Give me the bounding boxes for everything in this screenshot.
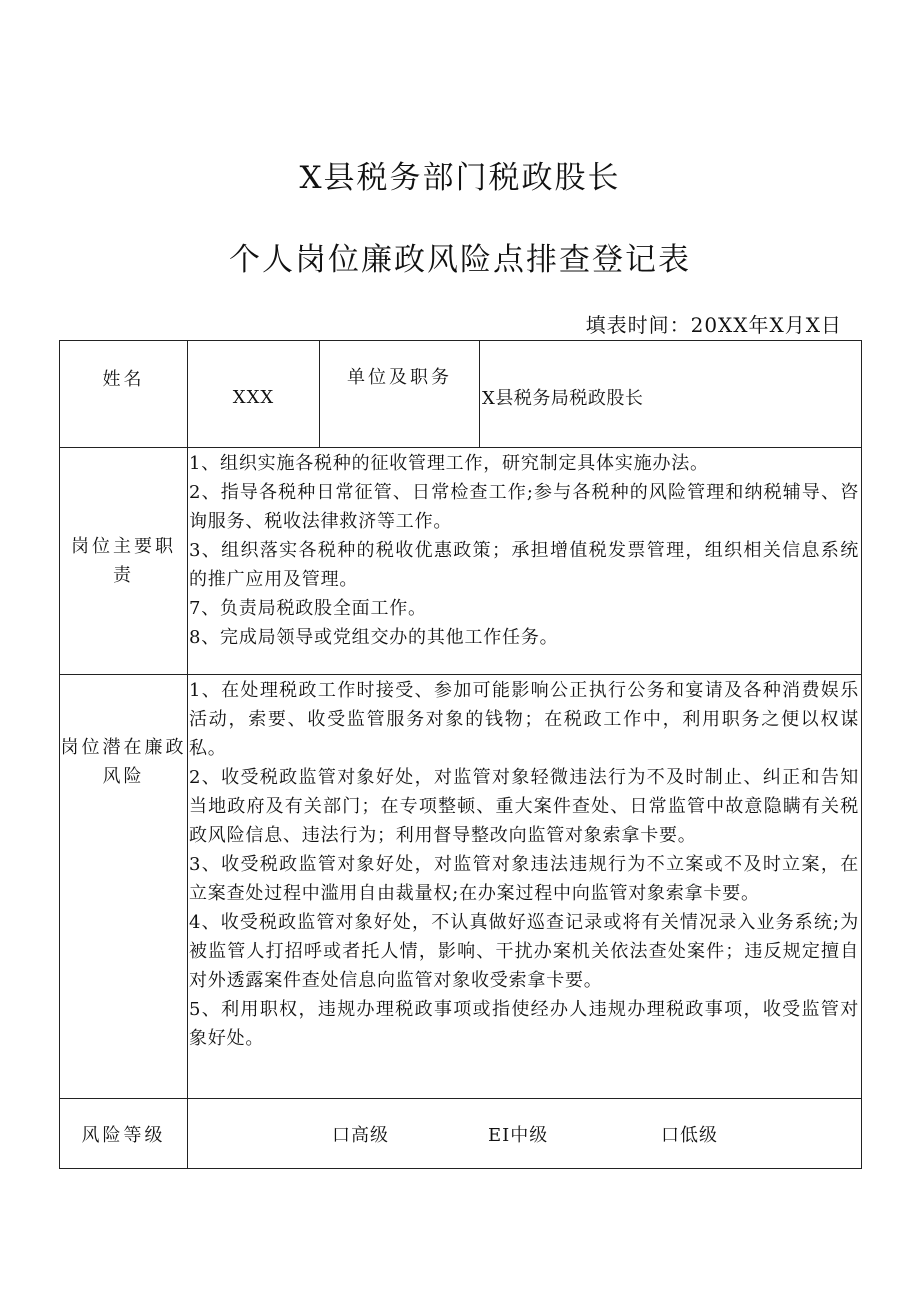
name-value: XXX	[188, 341, 320, 448]
risk-item: 4、收受税政监管对象好处，不认真做好巡查记录或将有关情况录入业务系统;为被监管人打招呼或者托人情，影响、干扰办案机关依法查处案件；违反规定擅自对外透露案件查处信息向监管对象收受索拿卡要。	[189, 912, 859, 991]
duty-item: 8、完成局领导或党组交办的其他工作任务。	[189, 627, 559, 648]
unit-value: X县税务局税政股长	[480, 341, 862, 448]
unit-label: 单位及职务	[320, 341, 480, 448]
registration-form	[59, 340, 862, 1169]
name-row	[60, 341, 862, 448]
risk-item: 3、收受税政监管对象好处，对监管对象违法违规行为不立案或不及时立案，在立案查处过程中滥用自由裁量权;在办案过程中向监管对象索拿卡要。	[189, 854, 859, 904]
risks-row	[60, 675, 862, 1099]
duty-item: 3、组织落实各税种的税收优惠政策；承担增值税发票管理，组织相关信息系统的推广应用及管理。	[189, 540, 859, 590]
risk-level-label: 风险等级	[60, 1099, 188, 1169]
document-title: X县税务部门税政股长	[299, 160, 621, 196]
duties-row	[60, 448, 862, 675]
document-subtitle: 个人岗位廉政风险点排查登记表	[229, 242, 691, 278]
duties-label: 岗位主要职责	[60, 448, 188, 675]
level-low-option[interactable]: 口低级	[661, 1124, 718, 1146]
fill-date: 填表时间：20XX年X月X日	[585, 313, 842, 337]
level-high-option[interactable]: 口高级	[332, 1124, 389, 1146]
risk-item: 2、收受税政监管对象好处，对监管对象轻微违法行为不及时制止、纠正和告知当地政府及有关部门；在专项整顿、重大案件查处、日常监管中故意隐瞒有关税政风险信息、违法行为；利用督导整改向监管对象索拿卡要。	[189, 767, 859, 846]
risk-item: 1、在处理税政工作时接受、参加可能影响公正执行公务和宴请及各种消费娱乐活动，索要、收受监管服务对象的钱物；在税政工作中，利用职务之便以权谋私。	[189, 680, 859, 759]
risk-level-options	[188, 1099, 862, 1169]
duty-item: 7、负责局税政股全面工作。	[189, 598, 427, 619]
name-label: 姓名	[60, 341, 188, 448]
risks-label: 岗位潜在廉政风险	[60, 675, 188, 1099]
duties-content	[188, 448, 862, 675]
level-row	[60, 1099, 862, 1169]
risk-item: 5、利用职权，违规办理税政事项或指使经办人违规办理税政事项，收受监管对象好处。	[189, 999, 859, 1049]
duty-item: 1、组织实施各税种的征收管理工作，研究制定具体实施办法。	[189, 453, 709, 474]
risks-content	[188, 675, 862, 1099]
level-mid-option[interactable]: EI中级	[488, 1124, 549, 1146]
duty-item: 2、指导各税种日常征管、日常检查工作;参与各税种的风险管理和纳税辅导、咨询服务、税收法律救济等工作。	[189, 482, 859, 532]
